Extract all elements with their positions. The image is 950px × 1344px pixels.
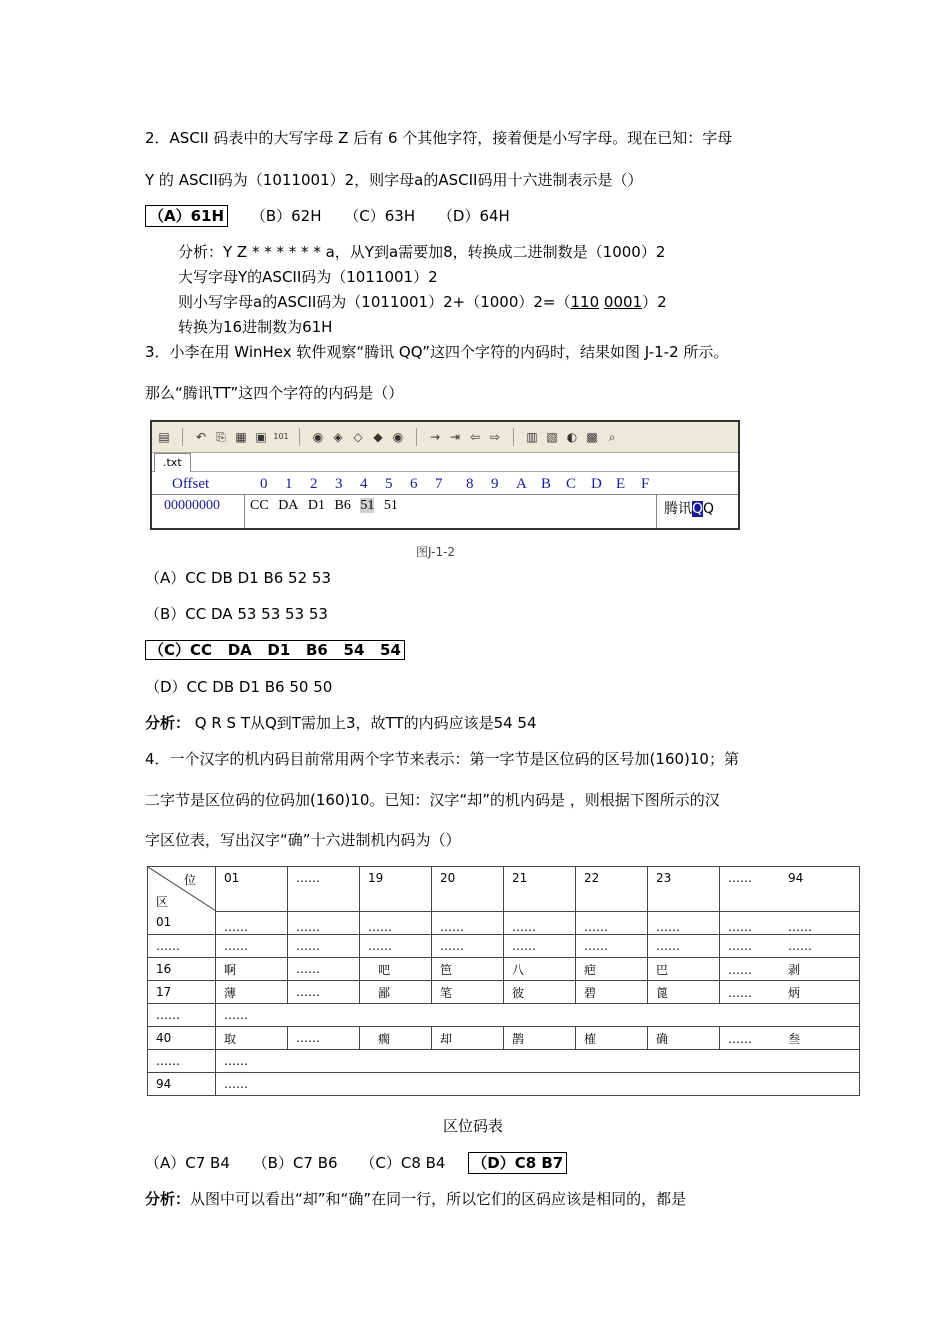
hex-text-cursor: Q [692, 501, 704, 517]
q2-options [145, 205, 528, 227]
hex-byte: 51 [383, 498, 398, 513]
table-cell: …… [288, 981, 360, 1004]
q2-analysis-3 [178, 292, 667, 312]
q3-option-c: （C）CC DA D1 B6 54 54 [145, 640, 405, 660]
winhex-screenshot [150, 420, 740, 530]
q4-line1: 4．一个汉字的机内码目前常用两个字节来表示：第一字节是区位码的区号加(160)10；第 [145, 750, 739, 768]
row-label: …… [148, 935, 216, 958]
hex-col: 6 [410, 476, 418, 492]
table-cell: …… [216, 1004, 860, 1027]
table-cell: 蓖 [648, 981, 720, 1004]
quwei-table [147, 866, 860, 1096]
hex-address: 00000000 [164, 498, 220, 513]
q2-analysis-3c: 0001 [603, 293, 643, 311]
replace-hex-icon: ◆ [373, 430, 383, 444]
table-row [148, 935, 860, 958]
table-cell: …… [648, 912, 720, 935]
hex-text-column [664, 498, 714, 518]
back-icon: ⇦ [469, 430, 481, 444]
col-header: …… [728, 871, 752, 885]
table-row [148, 958, 860, 981]
q2-option-a: （A）61H [145, 205, 228, 227]
q3-analysis-text: Q R S T从Q到T需加上3，故TT的内码应该是54 54 [190, 714, 537, 732]
q2-analysis-3a: 则小写字母a的ASCII码为（1011001）2+（1000）2=（ [178, 293, 571, 311]
table-row [148, 1050, 860, 1073]
col-header: 20 [432, 867, 504, 912]
hex-text-c: Q [703, 501, 715, 517]
hex-col: B [541, 476, 552, 492]
table-cell: …… [648, 935, 720, 958]
q4-analysis [145, 1189, 686, 1209]
hex-byte: CC [250, 498, 269, 513]
q4-options [145, 1152, 585, 1174]
table-cell: 碧 [576, 981, 648, 1004]
goto-offset-icon: ⇥ [449, 430, 461, 444]
table-cell: …… [728, 920, 752, 934]
hex-col: 1 [285, 476, 293, 492]
table-cell: …… [504, 935, 576, 958]
find-hex-icon: ◈ [333, 430, 343, 444]
table-row [148, 1027, 860, 1050]
hex-header [152, 474, 738, 494]
table-cell: …… [788, 920, 812, 934]
open-icon: ▤ [158, 430, 170, 444]
table-cell: …… [432, 935, 504, 958]
calculator-icon: ▩ [586, 430, 598, 444]
table-cell: …… [216, 1050, 860, 1073]
table-cell: …… [288, 935, 360, 958]
table-cell: …… [788, 939, 812, 953]
table-cell: 笆 [432, 958, 504, 981]
table-cell: 剥 [788, 962, 801, 977]
hex-bytes [250, 498, 404, 514]
table-cell: …… [288, 958, 360, 981]
col-header: 23 [648, 867, 720, 912]
table-cell: …… [728, 985, 752, 1000]
hex-col: 4 [360, 476, 368, 492]
table-cell: …… [216, 1073, 860, 1096]
q4-line2: 二字节是区位码的位码加(160)10。已知：汉字“却”的机内码是 ，则根据下图所示的汉 [145, 791, 720, 809]
col-header: 19 [360, 867, 432, 912]
q4-analysis-text: 从图中可以看出“却”和“确”在同一行，所以它们的区码应该是相同的，都是 [190, 1190, 687, 1208]
hex-col: C [566, 476, 577, 492]
q3-option-a: （A）CC DB D1 B6 52 53 [145, 569, 331, 587]
col-header-pair [720, 867, 860, 912]
table-cell: …… [728, 1031, 752, 1046]
q4-option-d: （D）C8 B7 [468, 1152, 567, 1174]
q2-analysis-4: 转换为16进制数为61H [178, 318, 333, 336]
hex-byte: B6 [334, 498, 351, 513]
table-cell: 吧 [360, 958, 432, 981]
table-cell: 鹊 [504, 1027, 576, 1050]
replace-icon: ◇ [353, 430, 363, 444]
q2-analysis-2: 大写字母Y的ASCII码为（1011001）2 [178, 268, 438, 286]
q2-option-c: （C）63H [344, 207, 416, 225]
hex-col: F [641, 476, 650, 492]
table-cell: 炳 [788, 985, 801, 1000]
binary-icon: 101 [273, 432, 289, 441]
table-cell: 瘸 [360, 1027, 432, 1050]
q3-analysis-label: 分析： [145, 714, 191, 732]
hex-col: A [516, 476, 527, 492]
table-row [148, 981, 860, 1004]
table-row [148, 912, 860, 935]
table-cell: …… [216, 935, 288, 958]
table-cell-pair [720, 981, 860, 1004]
hex-col: 3 [335, 476, 343, 492]
q2-option-b: （B）62H [250, 207, 322, 225]
diagonal-header [148, 867, 216, 935]
q2-option-d: （D）64H [437, 207, 510, 225]
table-cell: 巴 [648, 958, 720, 981]
q2-line1: 2．ASCII 码表中的大写字母 Z 后有 6 个其他字符，接着便是小写字母。现在已知：字母 [145, 129, 733, 147]
row-label: …… [148, 1004, 216, 1027]
diag-bottom-label: 区 [156, 895, 169, 909]
q2-analysis-3b: 110 [570, 293, 600, 311]
ram-icon: ▧ [546, 430, 558, 444]
winhex-toolbar [152, 422, 738, 453]
hex-col: 7 [435, 476, 443, 492]
offset-label: Offset [172, 476, 210, 492]
q3-option-c-wrap [145, 640, 405, 660]
row-label: 17 [148, 981, 216, 1004]
table-cell: 彼 [504, 981, 576, 1004]
hex-col: 5 [385, 476, 393, 492]
row-label: 01 [156, 915, 172, 929]
copy-icon: ⎘ [216, 430, 226, 444]
q4-option-a: （A）C7 B4 [145, 1154, 230, 1172]
find-next-icon: ◉ [392, 430, 404, 444]
q4-option-c: （C）C8 B4 [360, 1154, 446, 1172]
q3-option-d: （D）CC DB D1 B6 50 50 [145, 678, 333, 696]
table-cell: …… [728, 962, 752, 977]
row-label: 94 [148, 1073, 216, 1096]
diag-top-label: 位 [184, 873, 197, 887]
q2-analysis-1: 分析：Y Z * * * * * * a，从Y到a需要加8，转换成二进制数是（1000）2 [178, 243, 666, 261]
hex-col: 8 [466, 476, 474, 492]
q3-line1: 3．小李在用 WinHex 软件观察“腾讯 QQ”这四个字符的内码时，结果如图 J-1-2 所示。 [145, 343, 729, 361]
hex-row [152, 496, 738, 526]
table-cell: 确 [648, 1027, 720, 1050]
hex-col: D [591, 476, 602, 492]
table-cell: 却 [432, 1027, 504, 1050]
table-cell: 啊 [216, 958, 288, 981]
table-row [148, 1004, 860, 1027]
table-row [148, 1073, 860, 1096]
table-cell: …… [216, 912, 288, 935]
goto-icon: → [429, 430, 441, 444]
q2-analysis-3d: ）2 [642, 293, 667, 311]
table-cell-pair [720, 912, 860, 935]
col-header: 01 [216, 867, 288, 912]
paste-special-icon: ▣ [255, 430, 267, 444]
forward-icon: ⇨ [489, 430, 501, 444]
hex-col: 2 [310, 476, 318, 492]
col-header: 22 [576, 867, 648, 912]
table-cell: 八 [504, 958, 576, 981]
table-cell: …… [576, 912, 648, 935]
undo-icon: ↶ [195, 430, 207, 444]
find-icon: ◉ [312, 430, 324, 444]
q3-line2: 那么“腾讯TT”这四个字符的内码是（） [145, 384, 404, 402]
col-header: 21 [504, 867, 576, 912]
table-caption: 区位码表 [443, 1117, 504, 1135]
table-cell: 笔 [432, 981, 504, 1004]
hex-col: E [616, 476, 626, 492]
q4-analysis-label: 分析： [145, 1190, 191, 1208]
disk-icon: ▥ [526, 430, 538, 444]
file-tab: .txt [154, 453, 191, 472]
q3-analysis [145, 713, 537, 733]
table-cell: …… [360, 912, 432, 935]
table-cell: …… [728, 939, 752, 953]
hex-col: 0 [260, 476, 268, 492]
table-cell: 叁 [788, 1031, 801, 1046]
table-cell: 薄 [216, 981, 288, 1004]
table-cell: 疤 [576, 958, 648, 981]
figure-caption: 图J-1-2 [416, 545, 456, 559]
table-cell: …… [576, 935, 648, 958]
hex-text-a: 腾讯 [664, 501, 692, 517]
q4-line3: 字区位表，写出汉字“确”十六进制机内码为（） [145, 831, 461, 849]
table-cell: …… [504, 912, 576, 935]
q4-option-b: （B）C7 B6 [252, 1154, 338, 1172]
col-header: …… [288, 867, 360, 912]
table-cell: …… [360, 935, 432, 958]
table-cell: …… [432, 912, 504, 935]
table-cell: …… [288, 1027, 360, 1050]
table-cell-pair [720, 1027, 860, 1050]
hex-col: 9 [491, 476, 499, 492]
row-label: 16 [148, 958, 216, 981]
search-icon: ⌕ [608, 430, 616, 444]
table-cell: 榷 [576, 1027, 648, 1050]
row-label: 40 [148, 1027, 216, 1050]
q2-line2: Y 的 ASCII码为（1011001）2，则字母a的ASCII码用十六进制表示是（） [145, 171, 643, 189]
tools-icon: ◐ [566, 430, 578, 444]
winhex-tabrow [152, 453, 738, 472]
table-cell-pair [720, 958, 860, 981]
q3-option-b: （B）CC DA 53 53 53 53 [145, 605, 328, 623]
hex-byte: D1 [307, 498, 326, 513]
paste-icon: ▦ [235, 430, 247, 444]
hex-byte-selected: 51 [360, 498, 375, 513]
col-header: 94 [788, 871, 804, 885]
table-cell-pair [720, 935, 860, 958]
hex-byte: DA [278, 498, 299, 513]
table-cell: 取 [216, 1027, 288, 1050]
table-header-row [148, 867, 860, 912]
table-cell: …… [288, 912, 360, 935]
row-label: …… [148, 1050, 216, 1073]
table-cell: 鄙 [360, 981, 432, 1004]
